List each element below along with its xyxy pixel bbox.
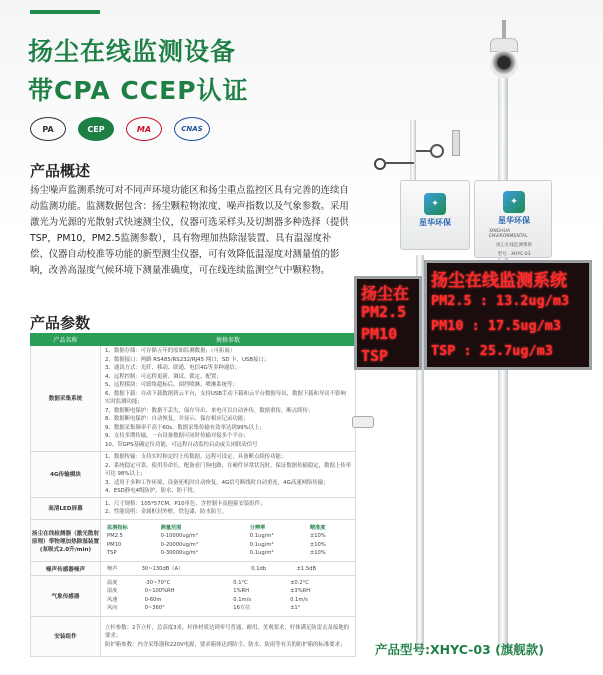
cell: 30~130dB（A） [141, 565, 184, 572]
spec-item: 5、远程模块：可联络超标后，围挡喷淋、喷淋系统等； [105, 382, 238, 389]
cell: ±10% [309, 533, 326, 540]
cell: ±3%RH [290, 588, 311, 595]
anemometer-icon [374, 158, 386, 170]
cell: 温度 [107, 579, 118, 586]
monitor-cabinet [474, 180, 552, 258]
spec-item: 4、远程控制：可远程更新、调试、锁定、配置； [105, 373, 222, 380]
cell: 0.1m/s [233, 596, 252, 603]
main-title-line2: 带CPA CCEP认证 [28, 76, 249, 105]
spec-noise-detail [101, 562, 356, 576]
cnas-cert-icon: CNAS [174, 117, 210, 141]
table-row [105, 604, 351, 613]
spec-table [30, 333, 356, 657]
sensor-col: 精准度 [309, 524, 326, 531]
cell: 湿度 [107, 588, 118, 595]
led-line-pm10: PM10 : 17.5ug/m3 [431, 318, 562, 334]
overview-text: 扬尘噪声监测系统可对不同声环境功能区和扬尘重点监控区具有完善的连续自动监测功能。监测数据包含：扬尘颗粒物浓度、噪声指数以及气象参数。采用激光为光源的光散射式快速测尘仪，仪器可选采样头及切割器多种选择（提供TSP，PM10，PM2.5监测参数），具有物理加热除湿装置、具有温湿度补偿、仪器自动校准等功能的新型测尘仪器，可有效降低温湿度对测量值的影响，改善高湿度气候环境下测量准确度，可在线连续监测空气中颗粒物。 [30, 185, 349, 276]
cell: 0.1ug/m³ [249, 533, 274, 540]
spec-sensor-detail [101, 519, 356, 561]
device-illustration [352, 20, 592, 620]
table-row [105, 549, 351, 558]
led-header: 扬尘在 [361, 284, 410, 303]
noise-sensor-icon [452, 130, 460, 156]
noise-subtable [105, 565, 351, 574]
cell: PM2.5 [107, 533, 123, 540]
cell: 0-30000ug/m³ [160, 550, 198, 557]
led-line: PM2.5 [361, 303, 407, 321]
brand-name: 星华环保 [498, 216, 530, 225]
cell: 0.1db [251, 565, 267, 572]
cabinet-model: 型号：XHYC-03 [497, 252, 531, 257]
cell: 16方位 [233, 605, 251, 612]
weather-subtable [105, 579, 351, 613]
table-row [105, 541, 351, 550]
main-title-line1: 扬尘在线监测设备 [28, 37, 237, 66]
camera-dome-icon [490, 50, 518, 78]
table-row [105, 579, 351, 588]
overview-heading: 产品概述 [30, 162, 91, 180]
cell: ±10% [309, 550, 326, 557]
cell: 0-60m [144, 596, 162, 603]
cell: 0-20000ug/m³ [160, 541, 198, 548]
led-line-pm25: PM2.5 : 13.2ug/m3 [431, 293, 570, 309]
params-heading: 产品参数 [30, 314, 91, 332]
sensor-col: 分辨率 [249, 524, 266, 531]
brand-block [489, 191, 539, 257]
cell: ±1.5dB [296, 565, 317, 572]
spec-item: 1、尺寸规格：105*57CM、P10单色，含控制卡及抱箍安装组件； [105, 500, 266, 507]
spec-item: 2、数据接口：两路 RS485/RS232/RJ45 网口；SD 卡、USB接口； [105, 356, 270, 363]
spec-item: 防护箱参数：内含采集器和220V电源，要求箱体达到防尘、防水、防雨等有关的防护箱的标准要求； [105, 641, 346, 648]
brand-block [419, 193, 451, 228]
spec-item: 10、带GPS基确定位功能，可远程自动监控启动或关闭联动信号 [105, 441, 258, 448]
spec-install-detail [101, 616, 356, 656]
spec-item: 1、数据传输：支持实时和定时上传数据，远程可设定，具备断点续传功能； [105, 454, 287, 461]
led-line: TSP [361, 347, 389, 365]
spec-item: 立杆参数：2节立杆，总高度3米，杆体材质达到零号普通、耐用、美观要求，杆体满足防雷击及接地的要求； [105, 624, 350, 640]
led-screen-main [424, 260, 592, 370]
cell: ±1° [290, 605, 301, 612]
table-row [105, 565, 351, 574]
spec-item: 8、数据断电保护：自动恢复，并显示、保存相应记录功能； [105, 416, 249, 423]
spec-cat-data: 数据采集系统 [31, 346, 101, 452]
led-line-tsp: TSP : 25.7ug/m3 [431, 343, 553, 359]
certification-logos [30, 117, 210, 141]
cell: 1%RH [233, 588, 250, 595]
spec-cat-sensor: 扬尘在线检测器（激光散射原理）带物理加热除湿装置(泵吸式2.0升/min) [31, 519, 101, 561]
brand-name: 星华环保 [419, 218, 451, 227]
spec-comm-detail [101, 451, 356, 497]
sensor-arm [384, 162, 414, 164]
product-model: 产品型号:XHYC-03 (旗舰款) [375, 642, 545, 657]
cell: ±10% [309, 541, 326, 548]
spec-item: 4、ESD静电4级防护，防水、防干扰。 [105, 488, 199, 495]
table-row [105, 587, 351, 596]
spec-item: 7、数据断电保护：数据不丢失，保存导出，来电可以自动补传，数据重传，断点续传； [105, 407, 314, 414]
brand-logo-icon: ✦ [424, 193, 446, 215]
cell: 0.1ug/m³ [249, 541, 274, 548]
table-row [105, 596, 351, 605]
sensor-subtable [105, 524, 351, 558]
cell: 0-10000ug/m³ [160, 533, 198, 540]
cell: 风速 [107, 596, 118, 603]
spec-cat-screen: 高清LED屏幕 [31, 497, 101, 519]
spec-col-name: 产品名称 [31, 334, 101, 346]
led-line: PM10 [361, 325, 398, 343]
brand-logo-icon: ✦ [503, 191, 525, 213]
spec-item: 2、系统稳定可靠，使用寿命长，配备看门狗电路，在硬件异常状况时，保证数据传输稳定，数据上传率可达 98%以上； [105, 462, 352, 478]
bullet-camera-icon [352, 416, 374, 428]
spec-cat-install: 安装组件 [31, 616, 101, 656]
spec-item: 6、数据下载：自动下载数据到云平台，支持USB手动下载和云平台数据导出，数据下载和导出不影响实时监测功能； [105, 390, 346, 406]
sensor-arm [416, 150, 432, 152]
spec-cat-weather: 气象传感器 [31, 576, 101, 616]
spec-screen-detail [101, 497, 356, 519]
cell: ±0.2°C [290, 579, 309, 586]
cell: -30~70°C [144, 579, 171, 586]
cell: 风向 [107, 605, 118, 612]
cell: 0~360° [144, 605, 165, 612]
sensor-col: 测量范围 [160, 524, 182, 531]
sensor-col: 监测指标 [107, 524, 128, 531]
sensor-pole [410, 120, 416, 185]
cpa-cert-icon: PA [30, 117, 66, 141]
cell: 0.1°C [233, 579, 248, 586]
cma-cert-icon: MA [126, 117, 162, 141]
spec-cat-comm: 4G传输模块 [31, 451, 101, 497]
cell: 0~100%RH [144, 588, 175, 595]
accent-bar [30, 10, 100, 14]
cell: 0.1ug/m³ [249, 550, 274, 557]
table-row [105, 532, 351, 541]
cell: PM10 [107, 541, 122, 548]
spec-col-spec: 规格参数 [101, 334, 356, 346]
spec-weather-detail [101, 576, 356, 616]
spec-data-detail [101, 346, 356, 452]
cell: 0.1m/s [290, 596, 308, 603]
spec-cat-noise: 噪声传感器噪声 [31, 562, 101, 576]
cabinet-label: 扬尘在线监测系统 [496, 243, 532, 248]
wind-vane-icon [430, 144, 444, 158]
spec-item: 9、支持多期传输，一台设备数据可同时传输对接多个平台； [105, 433, 249, 440]
brand-en: XINGHUA ENVIRONMENTAL [489, 229, 528, 239]
led-screen-small [354, 276, 422, 370]
cell: 噪声 [107, 565, 118, 572]
spec-item: 3、通讯方式：光纤、移动、联通、电信4G等多种通信； [105, 365, 241, 372]
spec-item: 2、性能说明：金属框封外框，铁包漆，防水防尘。 [105, 509, 228, 516]
control-cabinet [400, 180, 470, 250]
spec-item: 3、适用于多种工作环境，设备死机时自动恢复，4G信号断线时自动重连，4G高速网络传输； [105, 479, 329, 486]
cell: TSP [107, 550, 117, 557]
ccep-cert-icon: CEP [78, 117, 114, 141]
spec-item: 9、数据采集频率不高于60s，数据采集传输有效率达到99%以上； [105, 424, 265, 431]
led-header: 扬尘在线监测系统 [431, 271, 567, 291]
spec-item: 1、数据存储：可存储五年的原始监测数据；（可拓展） [105, 348, 236, 355]
